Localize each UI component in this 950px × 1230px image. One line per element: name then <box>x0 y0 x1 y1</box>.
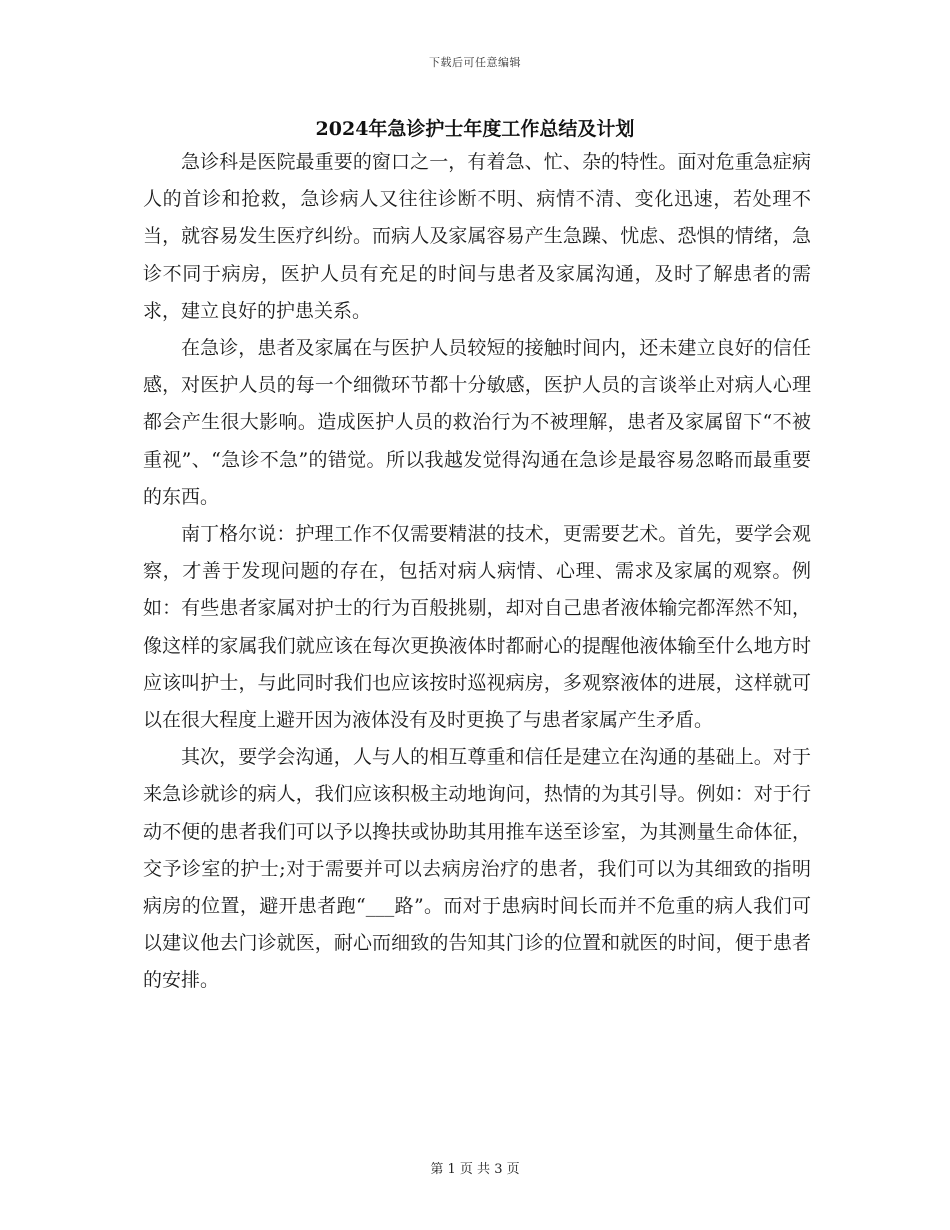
paragraph-2: 在急诊，患者及家属在与医护人员较短的接触时间内，还未建立良好的信任感，对医护人员的每一个细微环节都十分敏感，医护人员的言谈举止对病人心理都会产生很大影响。造成医护人员的救治行为不被理解，患者及家属留下“不被重视”、“急诊不急”的错觉。所以我越发觉得沟通在急诊是最容易忽略而最重要的东西。 <box>143 337 811 508</box>
paragraph-1: 急诊科是医院最重要的窗口之一，有着急、忙、杂的特性。面对危重急症病人的首诊和抢救，急诊病人又往往诊断不明、病情不清、变化迅速，若处理不当，就容易发生医疗纠纷。而病人及家属容易产生急躁、忧虑、恐惧的情绪，急诊不同于病房，医护人员有充足的时间与患者及家属沟通，及时了解患者的需求，建立良好的护患关系。 <box>143 151 811 322</box>
document-title: 2024年急诊护士年度工作总结及计划 <box>315 118 635 140</box>
paragraph-4: 其次，要学会沟通，人与人的相互尊重和信任是建立在沟通的基础上。对于来急诊就诊的病人，我们应该积极主动地询问，热情的为其引导。例如：对于行动不便的患者我们可以予以搀扶或协助其用推车送至诊室，为其测量生命体征，交予诊室的护士;对于需要并可以去病房治疗的患者，我们可以为其细致的指明病房的位置，避开患者跑“___路”。而对于患病时间长而并不危重的病人我们可以建议他去门诊就医，耐心而细致的告知其门诊的位置和就医的时间，便于患者的安排。 <box>143 746 811 992</box>
document-body <box>143 144 811 1000</box>
page-number: 第 1 页 共 3 页 <box>430 1162 520 1177</box>
header-note: 下载后可任意编辑 <box>429 56 521 69</box>
paragraph-3: 南丁格尔说：护理工作不仅需要精湛的技术，更需要艺术。首先，要学会观察，才善于发现问题的存在，包括对病人病情、心理、需求及家属的观察。例如：有些患者家属对护士的行为百般挑剔，却对自己患者液体输完都浑然不知，像这样的家属我们就应该在每次更换液体时都耐心的提醒他液体输至什么地方时应该叫护士，与此同时我们也应该按时巡视病房，多观察液体的进展，这样就可以在很大程度上避开因为液体没有及时更换了与患者家属产生矛盾。 <box>143 523 811 732</box>
